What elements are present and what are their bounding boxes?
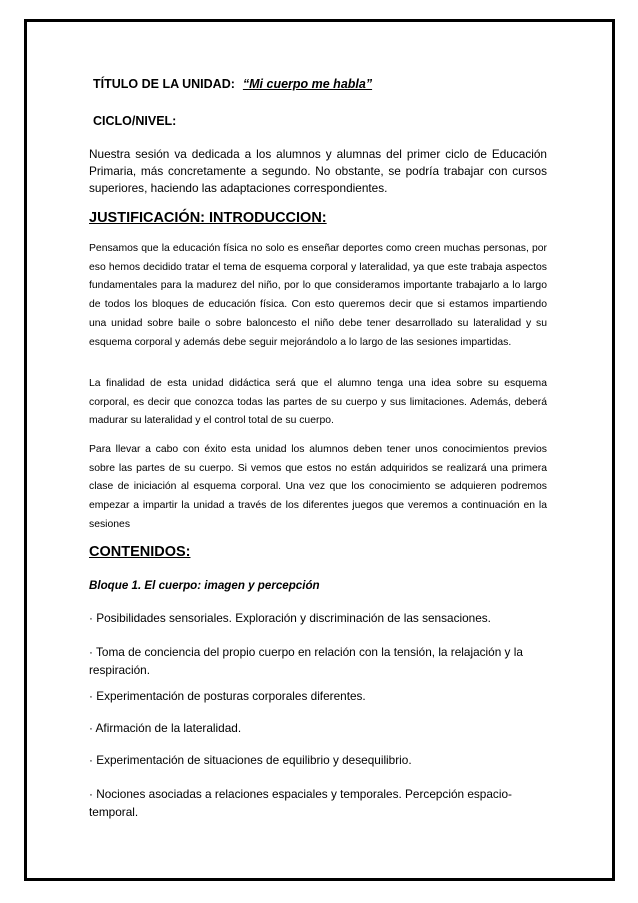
justificacion-paragraph-2: La finalidad de esta unidad didáctica será que el alumno tenga una idea sobre su esquema corporal, es decir que conozca todas las partes de su cuerpo y sus limitaciones. Además, deberá madurar su lateralidad y el control total de su cuerpo. (89, 378, 547, 427)
contenidos-heading: CONTENIDOS: (89, 544, 191, 560)
ciclo-nivel-label: CICLO/NIVEL: (93, 114, 177, 128)
content-item: · Experimentación de posturas corporales diferentes. (89, 689, 366, 703)
justificacion-paragraph-3: Para llevar a cabo con éxito esta unidad los alumnos deben tener unos conocimientos previos sobre las partes de su cuerpo. Si vemos que estos no están adquiridos se realizará una primera clase de iniciación al esquema corporal. Una vez que los conocimiento se adquieren podremos empezar a impartir la unidad a través de los diferentes juegos que veremos a continuación en la sesiones (89, 444, 547, 530)
justificacion-heading: JUSTIFICACIÓN: INTRODUCCION: (89, 210, 327, 226)
unit-title (93, 77, 551, 91)
intro-paragraph: Nuestra sesión va dedicada a los alumnos y alumnas del primer ciclo de Educación Primaria, más concretamente a segundo. No obstante, se podría trabajar con cursos superiores, haciendo las adaptaciones correspondientes. (89, 147, 547, 195)
content-item: · Nociones asociadas a relaciones espaciales y temporales. Percepción espacio-temporal. (89, 787, 512, 819)
content-item: · Experimentación de situaciones de equilibrio y desequilibrio. (89, 753, 412, 767)
unit-title-value: “Mi cuerpo me habla” (242, 77, 373, 91)
content-item: · Posibilidades sensoriales. Exploración y discriminación de las sensaciones. (89, 611, 491, 625)
bloque-title: Bloque 1. El cuerpo: imagen y percepción (89, 579, 320, 592)
justificacion-paragraph-1: Pensamos que la educación física no solo es enseñar deportes como creen muchas personas, por eso hemos decidido tratar el tema de esquema corporal y lateralidad, ya que este trabaja aspectos fundamentales para la madurez del niño, por lo que consideramos importante trabajarlo a lo largo de todos los bloques de educación física. Con esto queremos decir que si estamos impartiendo una unidad sobre baile o sobre baloncesto el niño debe tener desarrollado su lateralidad y su esquema corporal y además debe seguir mejorándolo a lo largo de las sesiones impartidas. (89, 243, 547, 348)
content-item: · Toma de conciencia del propio cuerpo en relación con la tensión, la relajación y la respiración. (89, 645, 523, 677)
content-item: · Afirmación de la lateralidad. (89, 721, 242, 735)
unit-title-label: TÍTULO DE LA UNIDAD: (93, 77, 235, 91)
